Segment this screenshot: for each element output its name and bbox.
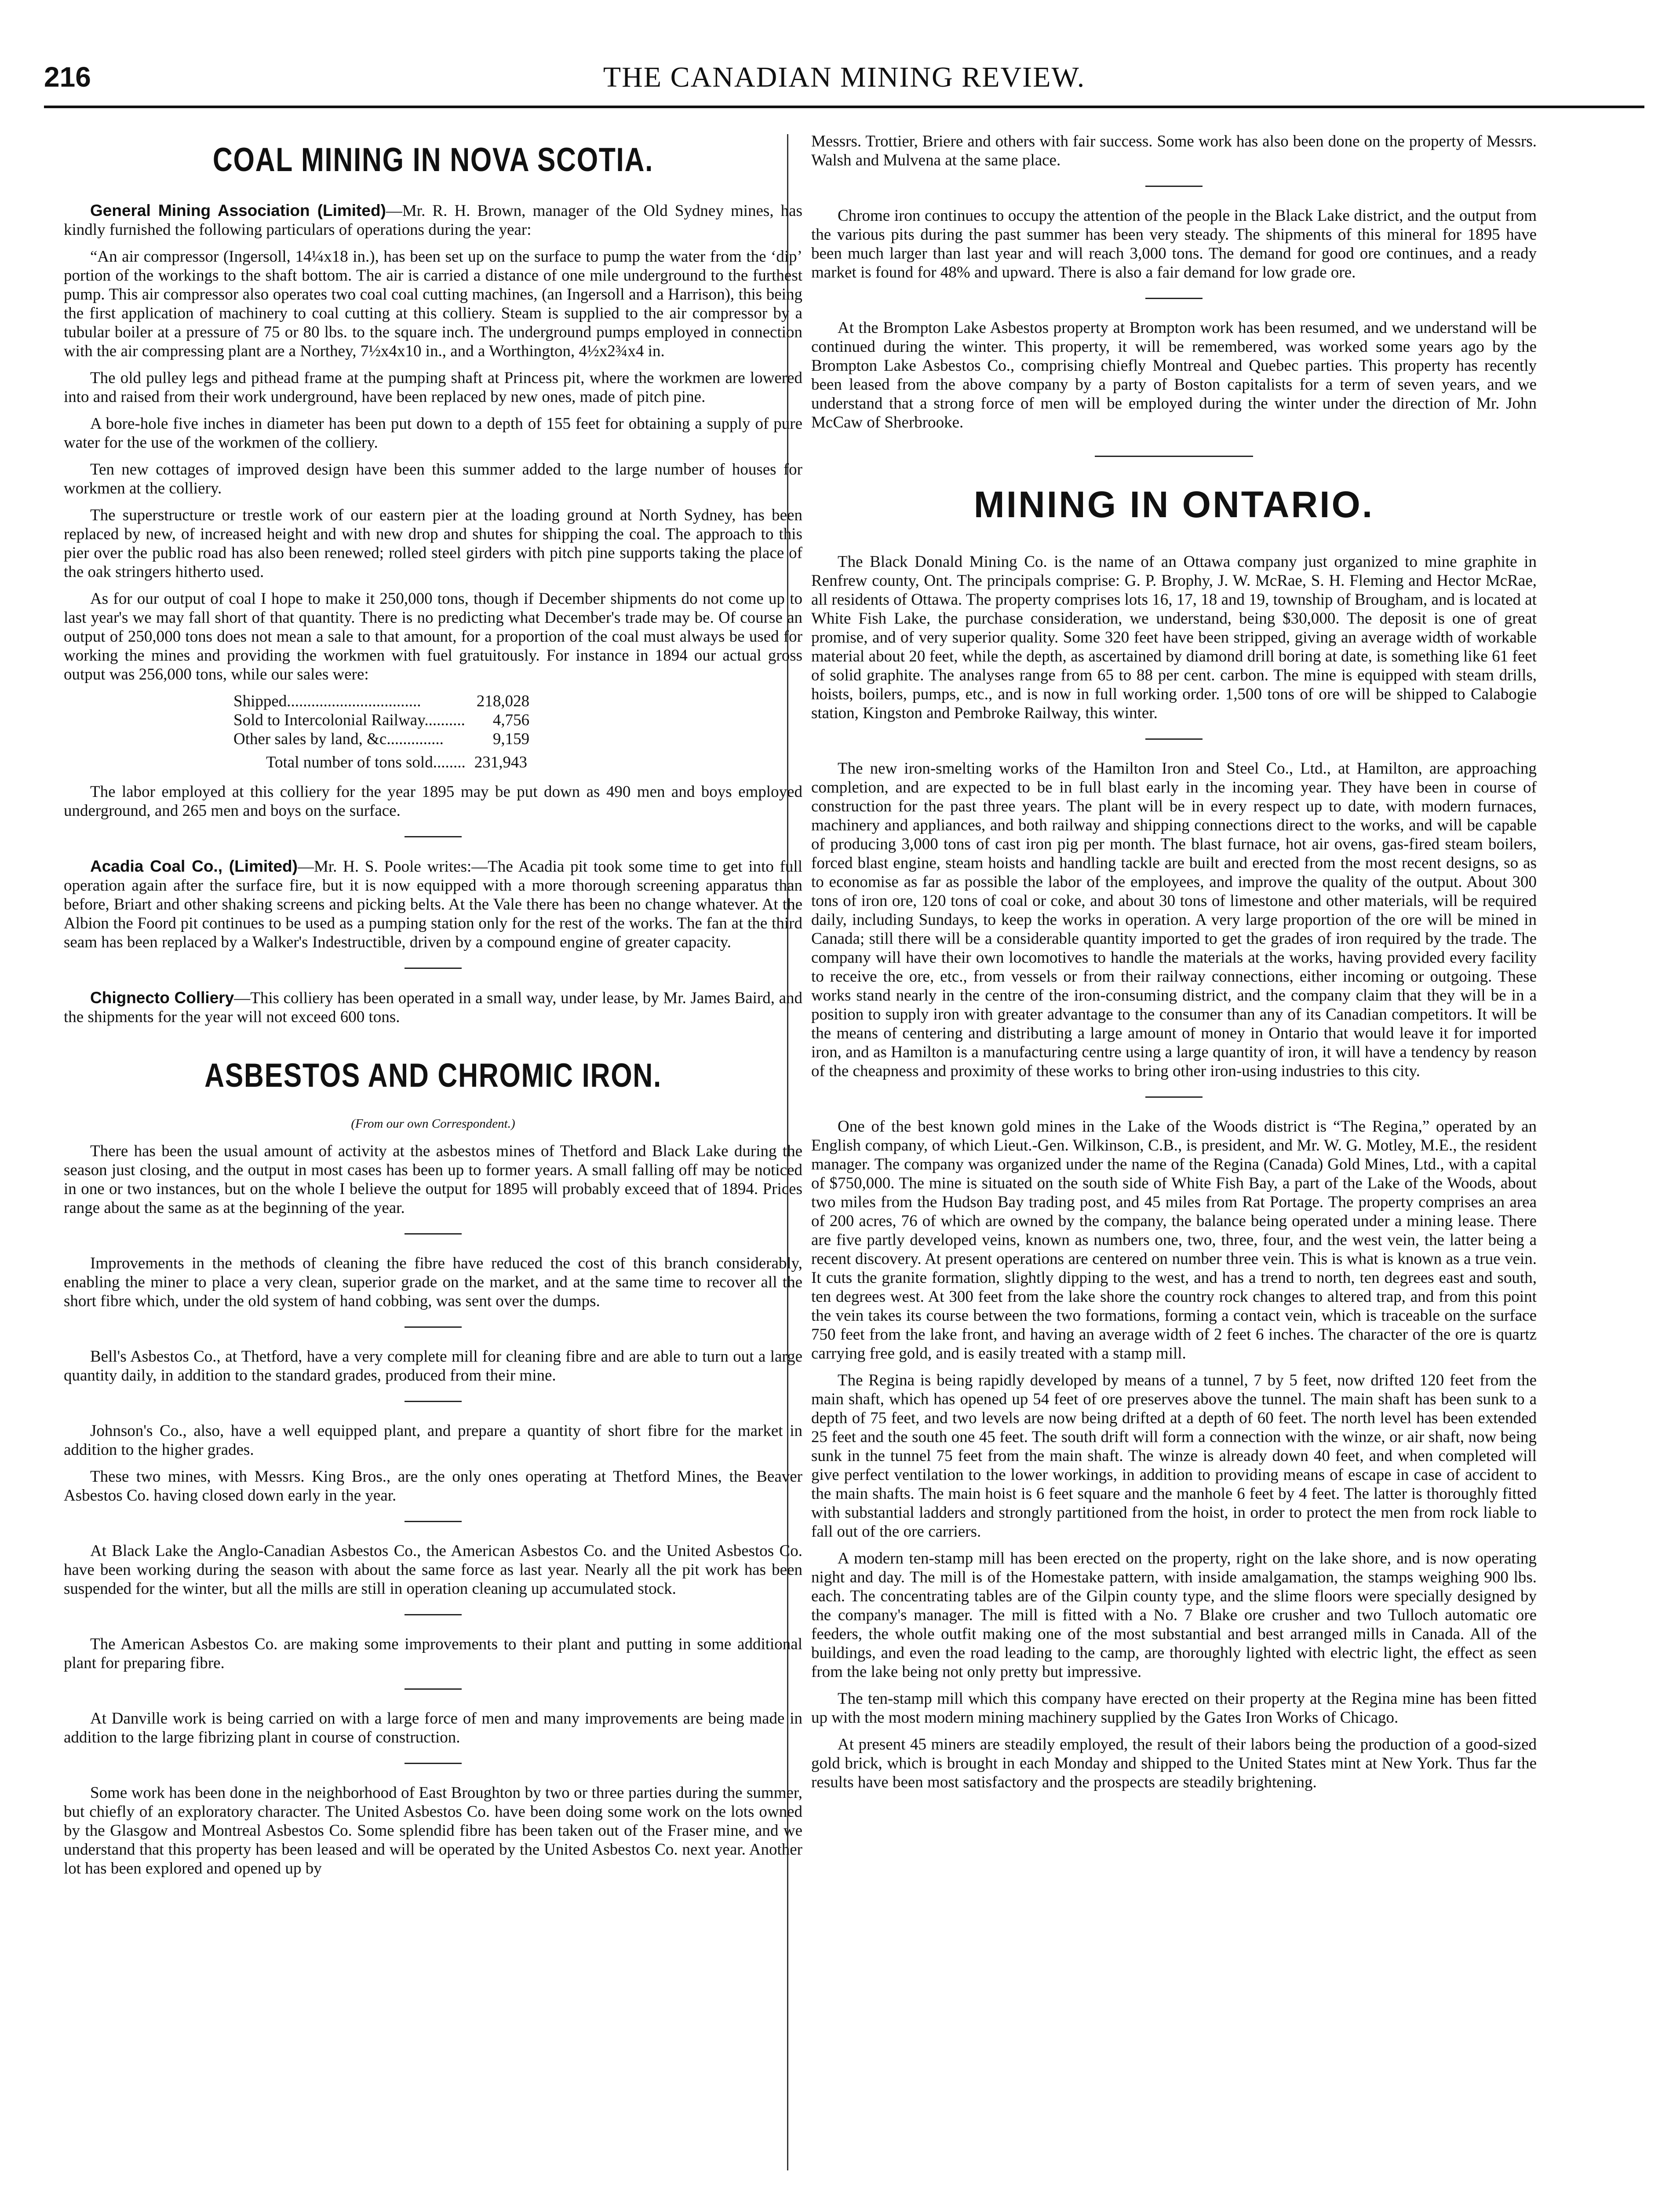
asbestos-paragraph-4: Johnson's Co., also, have a well equipped plant, and prepare a quantity of short fibre for the market in addition to the higher grades. <box>64 1422 802 1459</box>
asbestos-paragraph-6: At Black Lake the Anglo-Canadian Asbestos Co., the American Asbestos Co. and the United Asbestos Co. have been working during the season with about the same force as last year. Nearly all the pit work has been suspended for the winter, but all the mills are still in operation cleaning up accumulated stock. <box>64 1542 802 1598</box>
gma-paragraph-3: The old pulley legs and pithead frame at the pumping shaft at Princess pit, where the workmen are lowered into and raised from their work underground, have been replaced by new ones, made of pitch pine. <box>64 369 802 406</box>
sales-label: Other sales by land, &c.............. <box>233 730 444 748</box>
separator <box>1095 456 1253 457</box>
page-header <box>44 56 1644 122</box>
ontario-paragraph-3: One of the best known gold mines in the Lake of the Woods district is “The Regina,” operated by an English company, of which Lieut.-Gen. Wilkinson, C.B., is president, and Mr. W. G. Motley, M.E., the resident manager. The company was organized under the name of the Regina (Canada) Gold Mines, Ltd., with a capital of $750,000. The mine is situated on the south side of White Fish Bay, a part of the Lake of the Woods, about two miles from the Hudson Bay trading post, and 45 miles from Rat Portage. The property comprises an area of 200 acres, 76 of which are owned by the company, the balance being operated under a mining lease. There are five partly developed veins, known as numbers one, two, three, four, and the west vein, the latter being a recent discovery. At present operations are centered on number three vein. This is what is known as a true vein. It cuts the granite formation, slightly dipping to the west, and has a trend to north, ten degrees east and south, ten degrees west. At 300 feet from the lake shore the country rock changes to altered trap, and from this point the vein takes its course between the two formations, forming a contact vein, which is traceable on the surface 750 feet from the lake front, and having an average width of 2 feet 6 inches. The character of the ore is quartz carrying free gold, and is easily treated with a stamp mill. <box>811 1118 1537 1363</box>
separator <box>1145 738 1203 740</box>
sales-total <box>266 753 802 772</box>
ontario-paragraph-7: At present 45 miners are steadily employed, the result of their labors being the production of a good-sized gold brick, which is brought in each Monday and shipped to the United States mint at New York. Thus far the results have been most satisfactory and the prospects are steadily brightening. <box>811 1735 1537 1791</box>
sales-table <box>231 692 532 749</box>
separator <box>405 836 462 837</box>
separator <box>405 1233 462 1235</box>
sales-label: Shipped................................. <box>233 692 421 710</box>
asbestos-paragraph-2: Improvements in the methods of cleaning the fibre have reduced the cost of this branch considerably, enabling the miner to place a very clean, superior grade on the market, and at the same time to recover all the short fibre which, under the old system of hand cobbing, was sent over the dumps. <box>64 1254 802 1310</box>
asbestos-paragraph-1: There has been the usual amount of activity at the asbestos mines of Thetford and Black Lake during the season just closing, and the output in most cases has been up to former years. A small falling off may be noticed in one or two instances, but on the whole I believe the output for 1895 will probably exceed that of 1894. Prices range about the same as at the beginning of the year. <box>64 1142 802 1217</box>
page-number: 216 <box>44 61 91 93</box>
gma-paragraph-6: The superstructure or trestle work of our eastern pier at the loading ground at North Sydney, has been replaced by new, of increased height and with new drop and shutes for shipping the coal. The approach to this pier over the public road has also been renewed; rolled steel girders with pitch pine supports taking the place of the oak stringers hitherto used. <box>64 506 802 581</box>
gma-intro: General Mining Association (Limited) <box>90 201 386 219</box>
total-label: Total number of tons sold........ <box>266 753 466 771</box>
section-title-ontario: MINING IN ONTARIO. <box>973 484 1374 525</box>
asbestos-paragraph-5: These two mines, with Messrs. King Bros., are the only ones operating at Thetford Mines, the Beaver Asbestos Co. having closed down early in the year. <box>64 1468 802 1505</box>
sales-row <box>231 711 532 730</box>
right-column <box>811 132 1537 1800</box>
separator <box>405 1614 462 1615</box>
section-title-asbestos: ASBESTOS AND CHROMIC IRON. <box>204 1057 662 1094</box>
gma-paragraph-2: “An air compressor (Ingersoll, 14¼x18 in.), has been set up on the surface to pump the water from the ‘dip’ portion of the workings to the shaft bottom. The air is carried a distance of one mile underground to the furthest pump. This air compressor also operates two coal coal cutting machines, (an Ingersoll and a Harrison), this being the first application of machinery to coal cutting at this colliery. Steam is supplied to the air compressor by a tubular boiler at a pressure of 75 or 80 lbs. to the square inch. The underground pumps employed in connection with the air compressing plant are a Northey, 7½x4x10 in., and a Worthington, 4½x2¾x4 in. <box>64 248 802 360</box>
separator <box>1145 186 1203 187</box>
separator <box>405 1688 462 1690</box>
section-title-coal: COAL MINING IN NOVA SCOTIA. <box>212 141 654 179</box>
gma-paragraph-5: Ten new cottages of improved design have been this summer added to the large number of houses for workmen at the colliery. <box>64 460 802 497</box>
sales-row <box>231 692 532 711</box>
byline: (From our own Correspondent.) <box>351 1117 515 1131</box>
asbestos-paragraph-3: Bell's Asbestos Co., at Thetford, have a very complete mill for cleaning fibre and are able to turn out a large quantity daily, in addition to the standard grades, produced from their mine. <box>64 1348 802 1384</box>
ontario-paragraph-2: The new iron-smelting works of the Hamilton Iron and Steel Co., Ltd., at Hamilton, are approaching completion, and are expected to be in full blast early in the incoming year. They have been in course of construction for the past three years. The plant will be in every respect up to date, with modern furnaces, machinery and appliances, and both railway and shipping connections direct to the works, and will be capable of producing 3,000 tons of cast iron pig per month. The blast furnace, hot air ovens, gas-fired steam boilers, forced blast engine, steam hoists and handling tackle are built and erected from the most recent designs, so as to economise as far as possible the labor of the employees, and improve the quality of the output. About 300 tons of iron ore, 120 tons of coal or coke, and about 30 tons of limestone and other materials, will be required daily, including Sundays, to keep the works in operation. A very large proportion of the ore will be mined in Canada; still there will be a considerable quantity imported to get the grades of iron required by the trade. The company will have their own locomotives to handle the materials at the works, having provided every facility to receive the ore, etc., from vessels or from their railway connections, either incoming or outgoing. These works stand nearly in the centre of the iron-consuming district, and the company claim that they will be in a position to supply iron with greater advantage to the consumer than any of its Canadian competitors. It will be the means of centering and distributing a large amount of money in Ontario that would leave it for imported iron, and as Hamilton is a manufacturing centre using a large quantity of iron, it will have a tendency by reason of the cheapness and proximity of these works to bring other iron-using industries to this city. <box>811 760 1537 1080</box>
asbestos-paragraph-9: Some work has been done in the neighborhood of East Broughton by two or three parties during the summer, but chiefly of an exploratory character. The United Asbestos Co. have been doing some work on the lots owned by the Glasgow and Montreal Asbestos Co. Some splendid fibre has been taken out of the Fraser mine, and we understand that this property has been leased and will be operated by the United Asbestos Co. next year. Another lot has been explored and opened up by <box>64 1784 802 1878</box>
separator <box>1145 1096 1203 1098</box>
sales-label: Sold to Intercolonial Railway.......... <box>233 711 465 729</box>
chignecto-paragraph <box>64 988 802 1026</box>
ontario-paragraph-4: The Regina is being rapidly developed by means of a tunnel, 7 by 5 feet, now drifted 120 feet from the main shaft, which has opened up 54 feet of ore preserves above the tunnel. The main shaft has been sunk to a depth of 75 feet, and two levels are now being drifted at a depth of 60 feet. The north level has been extended 25 feet and the south one 45 feet. The south drift will form a connection with the winze, or air shaft, now being sunk in the tunnel 75 feet from the main shaft. The winze is already down 40 feet, and when completed will give perfect ventilation to the lower workings, in addition to providing means of escape in case of accident to the main shafts. The main hoist is 6 feet square and the manhole 6 feet by 4 feet. The latter is thoroughly fitted with substantial ladders and strongly partitioned from the hoist, in order to protect the men from rock liable to fall out of the ore carriers. <box>811 1371 1537 1541</box>
acadia-intro: Acadia Coal Co., (Limited) <box>90 857 298 875</box>
asbestos-paragraph-8: At Danville work is being carried on with a large force of men and many improvements are being made in addition to the large fibrizing plant in course of construction. <box>64 1710 802 1746</box>
gma-paragraph-7: As for our output of coal I hope to make it 250,000 tons, though if December shipments do not come up to last year's we may fall short of that quantity. There is no predicting what December's trade may be. Of course an output of 250,000 tons does not mean a sale to that amount, for a proportion of the coal must always be used for working the mines and providing the workmen with fuel gratuitously. For instance in 1894 our actual gross output was 256,000 tons, while our sales were: <box>64 590 802 683</box>
ontario-paragraph-1: The Black Donald Mining Co. is the name of an Ottawa company just organized to mine graphite in Renfrew county, Ont. The principals comprise: G. P. Brophy, J. W. McRae, S. H. Fleming and Hector McRae, all residents of Ottawa. The property comprises lots 16, 17, 18 and 19, township of Brougham, and is located at White Fish Lake, the purchase consideration, we understand, being $30,000. The deposit is one of great promise, and of very superior quality. Some 320 feet have been stripped, giving an average width of workable material about 20 feet, while the depth, as ascertained by diamond drill boring at date, is something like 61 feet of solid graphite. The analyses range from 65 to 88 per cent. carbon. The mine is equipped with steam drills, hoists, boilers, pumps, etc., and is now in full working order. 1,500 tons of ore will be shipped to Calabogie station, Kingston and Pembroke Railway, this winter. <box>811 553 1537 722</box>
separator <box>405 1521 462 1522</box>
sales-value: 9,159 <box>492 730 530 748</box>
ontario-paragraph-5: A modern ten-stamp mill has been erected on the property, right on the lake shore, and is now operating night and day. The mill is of the Homestake pattern, with inside amalgamation, the stamps weighing 900 lbs. each. The concentrating tables are of the Gilpin county type, and the slime floors were specially designed by the company's manager. The mill is fitted with a No. 7 Blake ore crusher and two Tulloch automatic ore feeders, the whole outfit making one of the most substantial and best arranged mills in Canada. All of the buildings, and even the road leading to the camp, are thoroughly lighted with electric light, the effect as seen from the lake being not only pretty but impressive. <box>811 1549 1537 1681</box>
acadia-paragraph <box>64 857 802 952</box>
header-rule <box>44 106 1644 108</box>
gma-paragraph-1 <box>64 201 802 239</box>
left-column <box>64 132 802 1886</box>
separator <box>405 1401 462 1402</box>
ontario-paragraph-6: The ten-stamp mill which this company have erected on their property at the Regina mine has been fitted up with the most modern mining machinery supplied by the Gates Iron Works of Chicago. <box>811 1690 1537 1727</box>
gma-paragraph-8: The labor employed at this colliery for the year 1895 may be put down as 490 men and boys employed underground, and 265 men and boys on the surface. <box>64 783 802 820</box>
journal-title: THE CANADIAN MINING REVIEW. <box>603 61 1086 93</box>
asbestos-paragraph-12: At the Brompton Lake Asbestos property at Brompton work has been resumed, and we understand will be continued during the winter. This property, it will be remembered, was worked some years ago by the Brompton Lake Asbestos Co., comprising chiefly Montreal and Quebec parties. This property has recently been leased from the above company by a party of Boston capitalists for a term of seven years, and we understand that a strong force of men will be employed during the winter under the direction of Mr. John McCaw of Sherbrooke. <box>811 319 1537 431</box>
asbestos-paragraph-10: Messrs. Trottier, Briere and others with fair success. Some work has also been done on the property of Messrs. Walsh and Mulvena at the same place. <box>811 132 1537 169</box>
sales-value: 4,756 <box>492 711 530 729</box>
sales-value: 218,028 <box>476 692 530 710</box>
chignecto-text: —This colliery has been operated in a small way, under lease, by Mr. James Baird, and the shipments for the year will not exceed 600 tons. <box>64 989 802 1026</box>
separator <box>405 968 462 969</box>
gma-text: —Mr. R. H. Brown, manager of the Old Sydney mines, has kindly furnished the following particulars of operations during the year: <box>64 202 802 239</box>
chignecto-intro: Chignecto Colliery <box>90 989 234 1007</box>
sales-row <box>231 730 532 749</box>
separator <box>1145 298 1203 299</box>
asbestos-paragraph-7: The American Asbestos Co. are making some improvements to their plant and putting in some additional plant for preparing fibre. <box>64 1635 802 1672</box>
total-value: 231,943 <box>474 753 527 771</box>
asbestos-paragraph-11: Chrome iron continues to occupy the attention of the people in the Black Lake district, and the output from the various pits during the past summer has been very steady. The shipments of this mineral for 1895 have been much larger than last year and will reach 3,000 tons. The demand for good ore continues, and a ready market is found for 48% and upward. There is also a fair demand for low grade ore. <box>811 207 1537 281</box>
separator <box>405 1326 462 1328</box>
acadia-text: —Mr. H. S. Poole writes:—The Acadia pit took some time to get into full operation again after the surface fire, but it is now equipped with a more thorough screening apparatus than before, Briart and other shaking screens and picking belts. At the Vale there has been no change whatever. At the Albion the Foord pit continues to be used as a pumping station only for the rest of the works. The fan at the third seam has been replaced by a Walker's Indestructible, driven by a compound engine of greater capacity. <box>64 858 802 951</box>
gma-paragraph-4: A bore-hole five inches in diameter has been put down to a depth of 155 feet for obtaining a supply of pure water for the use of the workmen of the colliery. <box>64 415 802 452</box>
separator <box>405 1763 462 1764</box>
